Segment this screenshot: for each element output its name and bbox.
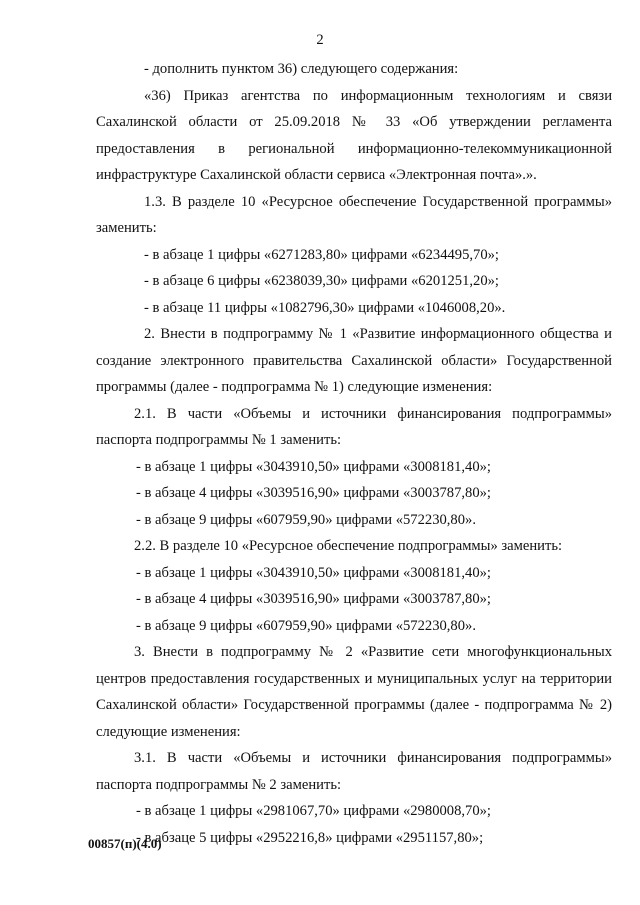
list-item: - в абзаце 11 цифры «1082796,30» цифрами «1046008,20». — [144, 299, 506, 316]
paragraph-item-36: «36) Приказ агентства по информационным технологиям и связи Сахалинской области от 25.09.2018 № 33 «Об утверждении регламента предоставления в региональной информационно-телекоммуникационной инфраструктуре Сахалинской области сервиса «Электронная почта».». — [96, 87, 612, 183]
document-code: 00857(п)(4.0) — [88, 836, 162, 851]
page-number: 2 — [316, 32, 324, 48]
paragraph-section-1-3: 1.3. В разделе 10 «Ресурсное обеспечение Государственной программы» заменить: — [96, 193, 612, 236]
list-item: - в абзаце 9 цифры «607959,90» цифрами «572230,80». — [136, 511, 476, 528]
list-item: - в абзаце 1 цифры «3043910,50» цифрами «3008181,40»; — [136, 564, 491, 581]
paragraph-section-2-2: 2.2. В разделе 10 «Ресурсное обеспечение подпрограммы» заменить: — [134, 538, 563, 554]
paragraph-section-2: 2. Внести в подпрограмму № 1 «Развитие информационного общества и создание электронного правительства Сахалинской области» Государственной программы (далее - подпрограмма № 1) следующие изменения: — [96, 326, 612, 395]
paragraph-section-3: 3. Внести в подпрограмму № 2 «Развитие сети многофункциональных центров предоставления государственных и муниципальных услуг на территории Сахалинской области» Государственной программы (далее - подпрограмма № 2) следующие изменения: — [96, 644, 612, 740]
list-item: - в абзаце 5 цифры «2952216,8» цифрами «2951157,80»; — [136, 829, 484, 846]
list-item: - в абзаце 9 цифры «607959,90» цифрами «572230,80». — [136, 617, 476, 634]
list-item: - в абзаце 4 цифры «3039516,90» цифрами «3003787,80»; — [136, 591, 491, 607]
paragraph-amendment-intro: - дополнить пунктом 36) следующего содержания: — [144, 61, 459, 77]
list-item: - в абзаце 1 цифры «6271283,80» цифрами «6234495,70»; — [144, 246, 499, 263]
paragraph-section-3-1: 3.1. В части «Объемы и источники финансирования подпрограммы» паспорта подпрограммы № 2 заменить: — [96, 750, 612, 793]
list-item: - в абзаце 1 цифры «2981067,70» цифрами «2980008,70»; — [136, 803, 491, 819]
list-item: - в абзаце 6 цифры «6238039,30» цифрами «6201251,20»; — [144, 273, 499, 289]
document-body — [96, 56, 612, 851]
list-item: - в абзаце 1 цифры «3043910,50» цифрами «3008181,40»; — [136, 458, 491, 475]
paragraph-section-2-1: 2.1. В части «Объемы и источники финансирования подпрограммы» паспорта подпрограммы № 1 заменить: — [96, 405, 612, 448]
list-item: - в абзаце 4 цифры «3039516,90» цифрами «3003787,80»; — [136, 485, 491, 501]
